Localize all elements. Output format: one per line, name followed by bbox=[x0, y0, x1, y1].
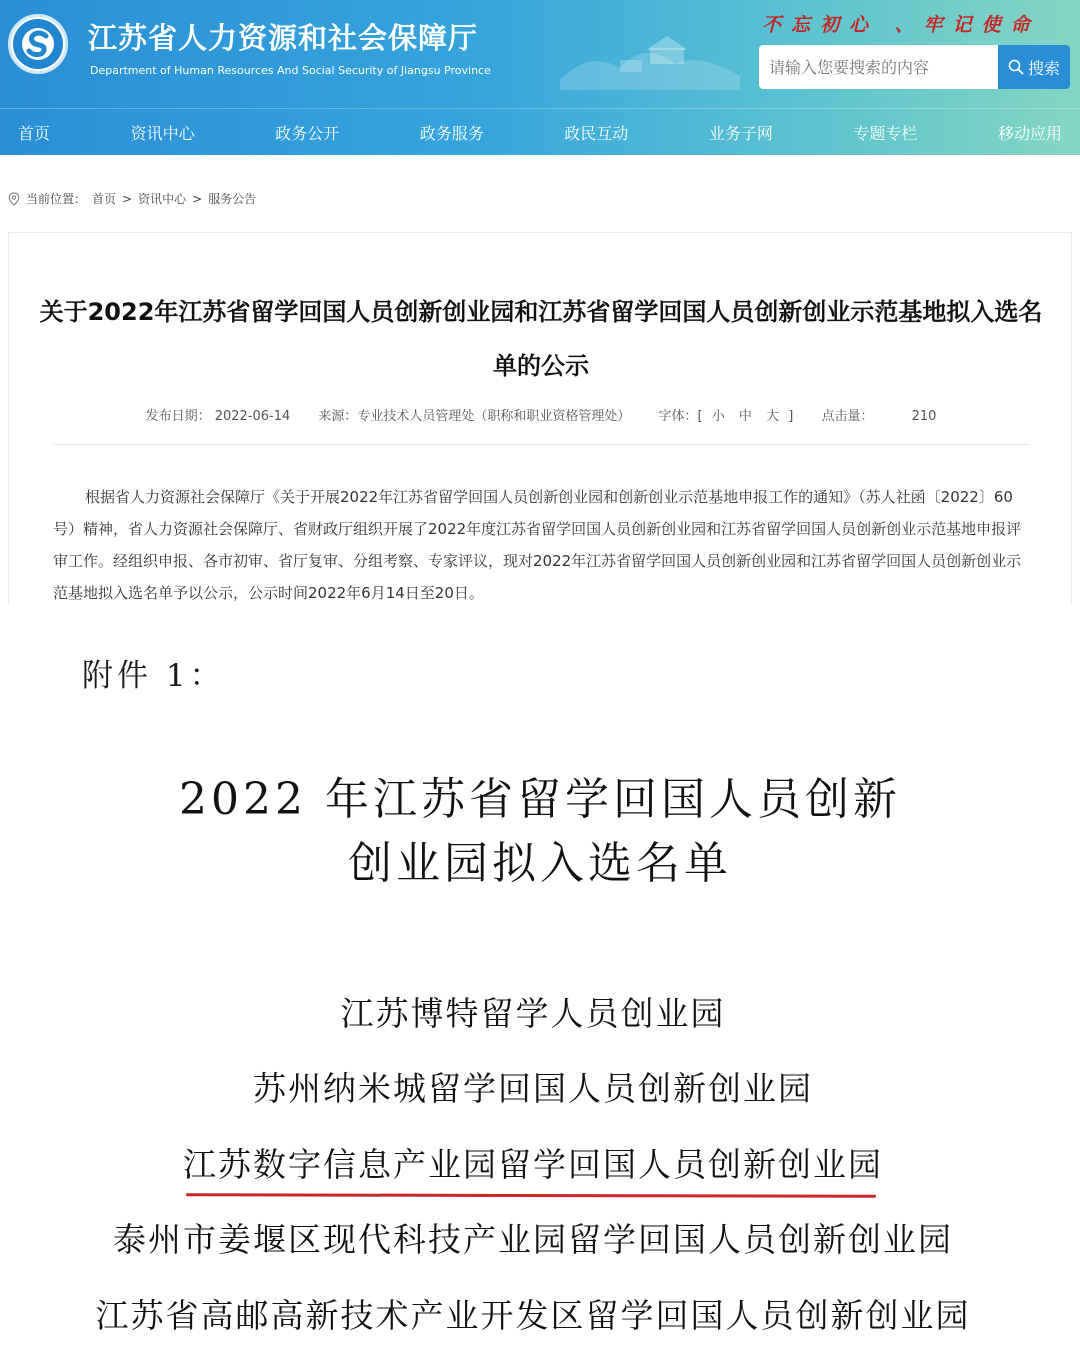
nav-item-topics[interactable]: 专题专栏 bbox=[853, 123, 918, 143]
view-count-label: 点击量： bbox=[821, 409, 874, 424]
search-icon bbox=[1008, 59, 1024, 75]
list-item: 泰州市姜堰区现代科技产业园留学回国人员创新创业园 bbox=[113, 1220, 953, 1259]
site-title[interactable]: 江苏省人力资源和社会保障厅 bbox=[88, 21, 479, 55]
list-item: 苏州纳米城留学回国人员创新创业园 bbox=[253, 1069, 813, 1108]
nav-item-news[interactable]: 资讯中心 bbox=[130, 123, 195, 143]
breadcrumb-item-home[interactable]: 首页 bbox=[92, 192, 117, 206]
nav-item-gov-service[interactable]: 政务服务 bbox=[419, 123, 484, 143]
font-size-large-button[interactable]: 大 bbox=[766, 409, 780, 424]
breadcrumb bbox=[8, 190, 256, 207]
font-size-close-bracket: ] bbox=[788, 409, 794, 424]
breadcrumb-separator: > bbox=[192, 191, 203, 206]
nav-item-gov-info[interactable]: 政务公开 bbox=[275, 123, 340, 143]
article-source: 来源：专业技术人员管理处（职称和职业资格管理处） bbox=[318, 409, 631, 424]
site-header bbox=[0, 0, 1080, 108]
font-size-medium-button[interactable]: 中 bbox=[738, 409, 752, 424]
breadcrumb-separator: > bbox=[122, 191, 133, 206]
view-count bbox=[821, 409, 936, 424]
breadcrumb-label: 当前位置： bbox=[26, 192, 87, 206]
article-card bbox=[8, 232, 1072, 604]
article-body: 根据省人力资源社会保障厅《关于开展2022年江苏省留学回国人员创新创业园和创新创业示范基地申报工作的通知》（苏人社函〔2022〕60号）精神，省人力资源社会保障厅、省财政厅组织开展了2022年度江苏省留学回国人员创新创业园和江苏省留学回国人员创新创业示范基地申报评审工作。经组织申报、各市初审、省厅复审、分组考察、专家评议，现对2022年江苏省留学回国人员创新创业园和江苏省留学回国人员创新创业示范基地拟入选名单予以公示，公示时间2022年6月14日至20日。 bbox=[53, 488, 1022, 602]
list-item-highlighted: 江苏数字信息产业园留学回国人员创新创业园 bbox=[183, 1145, 883, 1184]
location-pin-icon bbox=[8, 192, 20, 206]
breadcrumb-item-notices[interactable]: 服务公告 bbox=[208, 192, 257, 206]
breadcrumb-item-news[interactable]: 资讯中心 bbox=[138, 192, 187, 206]
main-nav bbox=[0, 108, 1080, 155]
department-logo[interactable] bbox=[8, 14, 68, 74]
attachment-title bbox=[0, 768, 1080, 896]
article-meta bbox=[9, 405, 1073, 424]
attachment-title-line-2: 创业园拟入选名单 bbox=[348, 838, 732, 889]
search-button-label: 搜索 bbox=[1027, 58, 1060, 78]
publish-date: 发布日期： 2022-06-14 bbox=[145, 409, 291, 424]
font-size-label: 字体：[ bbox=[658, 409, 703, 424]
list-item: 江苏省高邮高新技术产业开发区留学回国人员创新创业园 bbox=[95, 1296, 971, 1335]
meta-divider bbox=[53, 444, 1029, 445]
slogan: 不忘初心 、牢记使命 bbox=[762, 14, 1040, 36]
search-input[interactable] bbox=[759, 45, 999, 89]
attachment-title-line-1: 2022 年江苏省留学回国人员创新 bbox=[179, 774, 901, 825]
nav-item-interaction[interactable]: 政民互动 bbox=[564, 123, 629, 143]
search-button[interactable] bbox=[998, 45, 1070, 89]
font-size-small-button[interactable]: 小 bbox=[711, 409, 725, 424]
attachment-scan bbox=[0, 604, 1080, 1366]
nav-item-home[interactable]: 首页 bbox=[18, 123, 51, 143]
article-title: 关于2022年江苏省留学回国人员创新创业园和江苏省留学回国人员创新创业示范基地拟入选名单的公示 bbox=[39, 298, 1043, 380]
nav-item-subsites[interactable]: 业务子网 bbox=[708, 123, 773, 143]
highlight-underline bbox=[186, 1193, 876, 1197]
attachment-label: 附件 1： bbox=[82, 658, 225, 694]
font-size-controls bbox=[659, 409, 798, 424]
landscape-illustration bbox=[560, 30, 740, 90]
nav-item-mobile[interactable]: 移动应用 bbox=[997, 123, 1062, 143]
view-count-value: 210 bbox=[911, 409, 937, 424]
list-item: 江苏博特留学人员创业园 bbox=[340, 994, 726, 1033]
site-subtitle: Department of Human Resources And Social Security of Jiangsu Province bbox=[90, 64, 491, 77]
